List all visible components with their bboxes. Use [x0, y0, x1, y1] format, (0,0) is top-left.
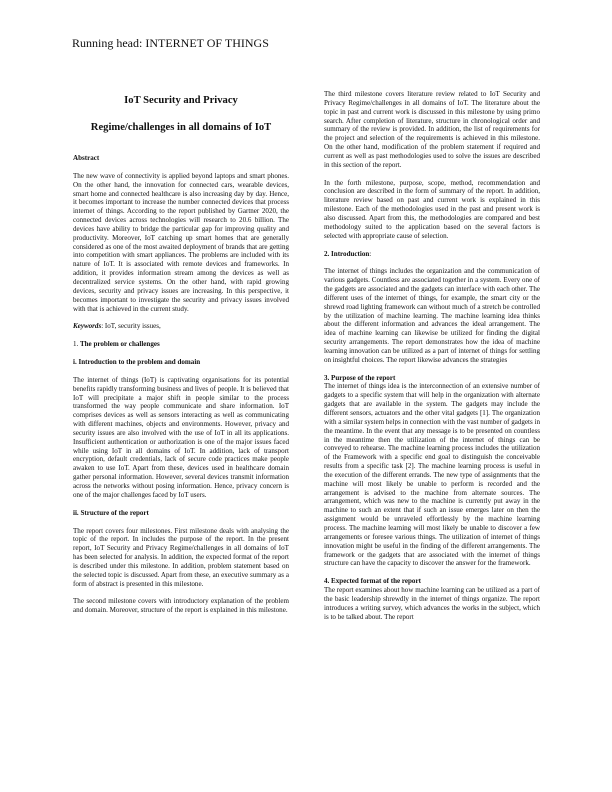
section-ii-paragraph-1: The report covers four milestones. First milestone deals with analysing the topic of the report. In includes the purpose of the report. In the present report, IoT Security and Privacy Regime/challenges in all domains of IoT has been selected for analysis. In addition, the expected format of the report is described under this milestone. In addition, problem statement based on the selected topic is discussed. Apart from these, an executive summary as a form of abstract is presented in this milestone.	[73, 526, 289, 588]
section-2-heading: 2. Introduction	[324, 249, 370, 258]
running-head: Running head: INTERNET OF THINGS	[72, 36, 269, 50]
section-2-colon: :	[369, 249, 372, 258]
section-1-number: 1.	[73, 340, 79, 349]
keywords-text: : IoT, security issues,	[101, 322, 161, 331]
left-column	[73, 90, 289, 615]
right-column	[324, 90, 540, 621]
abstract-heading: Abstract	[73, 154, 100, 162]
section-3-heading: 3. Purpose of the report	[324, 373, 396, 382]
section-4-heading: 4. Expected format of the report	[324, 577, 421, 586]
section-ii-paragraph-4: In the forth milestone, purpose, scope, method, recommendation and conclusion are described in the form of summary of the report. In addition, literature review based on past and current work is explained in this milestone. Each of the methodologies used in the past and present work is also discussed. Apart from this, the methodologies are compared and best methodology suited to the application based on the several factors is selected with appropriate cause of selection.	[324, 178, 540, 240]
section-i-text: The internet of things (IoT) is captivating organisations for its potential benefits rapidly transforming business and lives of people. It is believed that IoT will precipitate a major shift in people similar to the process transformed the way people communicate and share information. IoT comprises devices as well as sensors interacting as well as communicating with different machines, objects and environments. However, privacy and security issues are also involved with the use of IoT in all its applications. Insufficient authentication or authorization is one of the major issues faced while using IoT in all domains of IoT. In addition, lack of transport encryption, default credentials, lack of secure code practices make people awaken to use IoT. Apart from these, devices used in healthcare domain gather personal information. However, several devices transmit information across the networks without posing information. Hence, privacy concern is one of the major challenges faced by IoT users.	[73, 375, 289, 499]
section-2-text: The internet of things includes the organization and the communication of various gadgets. Countless are associated together in a system. Every one of the gadgets are associated and the gadgets can interface with each other. The different uses of the internet of things, for example, the smart city or the shrewd road lighting framework can without much of a stretch be controlled by the utilization of machine learning. The machine learning idea thinks about the different information and advances the ideal arrangement. The idea of machine learning can likewise be utilized for finding the digital security arrangements. The report demonstrates how the idea of machine learning innovation can be utilized as a part of internet of things for settling on insightful choices. The report likewise advances the strategies	[324, 267, 540, 364]
section-ii-heading: ii. Structure of the report	[73, 508, 149, 517]
abstract-text: The new wave of connectivity is applied beyond laptops and smart phones. On the other hand, the innovation for connected cars, wearable devices, smart home and connected healthcare is also increasing day by day. Hence, it becomes important to increase the number connected devices that process internet of things. According to the report published by Gartner 2020, the connected devices across technologies will research to 20.6 billion. The devices have ability to bridge the particular gap for improving quality and productivity. Moreover, IoT catching up smart homes that are generally considered as one of the most awaited deployment of brands that are getting into competition with smart appliances. The problems are included with its nature of IoT. It is associated with remote devices and frameworks. In addition, it provides information stream among the devices as well as decentralized service systems. On the other hand, with rapid growing devices, security and privacy issues are increasing. In this perspective, it becomes important to investigate the security and privacy issues involved with that is achieved in the current study.	[73, 171, 289, 313]
keywords-label: Keywords	[73, 322, 102, 331]
section-3-text: The internet of things idea is the interconnection of an extensive number of gadgets to a specific system that will help in the organization with alternate gadgets that are available in the system. The gadgets may include the different sensors, actuators and the other vital gadgets [1]. The organization with a similar system helps in connection with the vast number of gadgets in the meantime. In the event that any message is to be presented on countless in the meantime then the utilization of the internet of things can be conveyed to rehearse. The machine learning process includes the utilization of the Framework with a specific end goal to distinguish the conceivable results from a specific task [2]. The machine learning process is useful in the execution of the different errands. The new type of assignments that the machine will most likely be unable to perform is recorded and the arrangement is advised to the machine from alternate sources. The arrangement, which was new to the machine is currently put away in the machine to such an extent that if such an issue emerges later on then the assignment would be unraveled effortlessly by the machine learning process. The machine learning will most likely be unable to discover a few arrangements or foresee various things. The utilization of internet of things innovation might be useful in the finding of the different arrangements. The framework or the gadgets that are associated with the internet of things structure can have the capacity to discover the answer for the framework.	[324, 382, 540, 568]
keywords-line	[73, 322, 289, 331]
section-2-heading-line	[324, 250, 540, 259]
section-ii-paragraph-3: The third milestone covers literature review related to IoT Security and Privacy Regime/challenges in all domains of IoT. The literature about the topic in past and current work is discussed in this milestone by using primo search. After completion of literature, structure in chronological order and summary of the review is provided. In addition, the list of requirements for the project and selection of the requirements is achieved in this milestone. On the other hand, modification of the problem statement if required and current as well as past methodologies used to solve the issues are described in this section of the report.	[324, 90, 540, 169]
section-1-heading	[73, 340, 289, 349]
section-i-heading: i. Introduction to the problem and domain	[73, 358, 201, 367]
paper-title-line-2: Regime/challenges in all domains of IoT	[90, 122, 272, 133]
section-ii-paragraph-2: The second milestone covers with introductory explanation of the problem and domain. Moreover, structure of the report is explained in this milestone.	[73, 597, 289, 615]
paper-title-line-1: IoT Security and Privacy	[124, 95, 238, 106]
section-1-title: The problem or challenges	[79, 340, 160, 349]
section-4-text: The report examines about how machine learning can be utilized as a part of the basic leadership shrewdly in the internet of things organize. The report introduces a writing survey, which advances the works in the subject, which is to be talked about. The report	[324, 586, 540, 621]
